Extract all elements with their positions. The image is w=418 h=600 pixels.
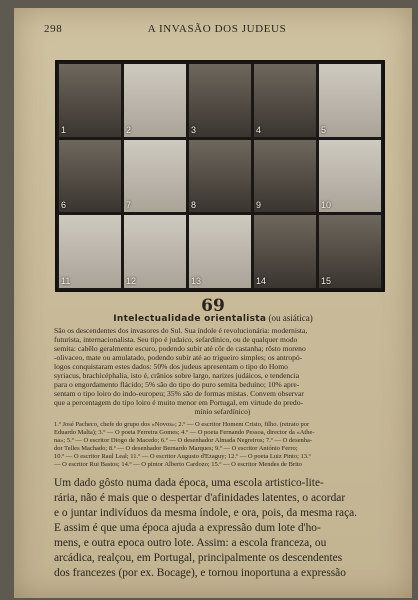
figure-title-main: Intelectualidade orientalista [113, 314, 267, 324]
portrait-photo [59, 140, 121, 213]
names-line: 1.º José Pacheco, chefe do grupo dos «Novos»; 2.º — O escritor Homem Cristo, filho. (retrato por [54, 421, 310, 428]
photo-number: 2 [126, 124, 132, 135]
running-title: A INVASÃO DOS JUDEUS [147, 23, 287, 35]
portrait-photo [254, 215, 316, 288]
description-line: que a percentagem do tipo loiro é muito menor em Portugal, em virtude do predo- [54, 398, 304, 407]
portrait-photo [319, 215, 381, 288]
description-line: São os descendentes dos invasores do Sul. Sua índole é revolucionária: modernista, [54, 326, 308, 335]
portrait-photo [319, 64, 381, 137]
portrait-photo [124, 215, 186, 288]
portrait-photo [124, 64, 186, 137]
portrait-photo [254, 140, 316, 213]
body-line: rária, não é mais que o despertar d'afinidades latentes, o acordar [54, 492, 346, 504]
portrait-photo [189, 215, 251, 288]
portrait-photo [189, 64, 251, 137]
photo-number: 5 [321, 124, 327, 135]
names-line: na»; 5.º — O escritor Diogo de Macedo; 6.º — O desenhador Almada Negreiros; 7.º — O desenha- [54, 437, 313, 444]
body-line: dos francezes (por ex. Bocage), e tornou inoportuna a expressão [54, 567, 346, 579]
figure-number: 69 [201, 296, 225, 316]
photo-number: 1 [61, 124, 67, 135]
portrait-photo [319, 140, 381, 213]
photo-number: 8 [191, 200, 197, 211]
photo-number: 14 [256, 275, 267, 286]
photo-number: 10 [321, 200, 332, 211]
photo-number: 12 [126, 275, 137, 286]
page-number: 298 [44, 23, 63, 35]
description-line: semita: cabêlo geralmente escuro, podendo subir até côr de castanha; rôsto moreno [54, 344, 306, 353]
portrait-photo [59, 64, 121, 137]
portrait-photo [59, 215, 121, 288]
description-line: para o engordamento flácido; 5% são do tipo do puro semita beduíno; 10% apre- [54, 380, 300, 389]
photo-number: 11 [61, 275, 71, 286]
body-line: e o juntar indivíduos da mesma índole, e ora, pois, da mesma raça. [54, 507, 358, 519]
body-line: E assim é que uma época ajuda a expressão dum lote d'ho- [54, 522, 321, 534]
portrait-photo [254, 64, 316, 137]
description-line: logos conquistaram estes dados: 50% dos judeus apresentam o tipo do Homo [54, 362, 288, 371]
description-line: sentam o tipo loiro do indo-europeu; 35% são de formas mistas. Convem observar [54, 389, 304, 398]
photo-number: 4 [256, 124, 262, 135]
description-line: mínio sefardínico) [194, 407, 251, 416]
body-line: arcádica, realçou, em Portugal, principalmente os descendentes [54, 552, 343, 564]
portrait-photo [124, 140, 186, 213]
photo-number: 6 [61, 200, 67, 211]
photo-number: 3 [191, 124, 197, 135]
photo-number: 13 [191, 275, 202, 286]
photo-number: 15 [321, 275, 332, 286]
description-line: -olivaceo, mate ou amulatado, podendo subir até ao trigueiro simples; os antropó- [54, 353, 303, 362]
figure-title [14, 313, 412, 324]
figure-title-suffix: (ou asiática) [268, 313, 313, 323]
photo-number: 9 [256, 200, 262, 211]
names-line: 10.º — O escritor Raul Leal; 11.º — O escritor Augusto d'Ezaguy; 12.º — O poeta Luiz Pinto; 13.º [54, 453, 311, 460]
body-line: mens, e outra epoca outro lote. Assim: a escola franceza, ou [54, 537, 327, 549]
body-line: Um dado gôsto numa dada época, uma escola artistico-lite- [54, 477, 324, 489]
names-line: — O escritor Rui Bastos; 14.º — O pintor Alberto Cardozo; 15.º — O escritor Mendes de Brito [54, 461, 302, 468]
description-line: futurista, internacionalista. Seu tipo é judaico, sefardínico, ou de qualquer modo [54, 335, 298, 344]
names-line: Eduardo Malta); 3.º — O poeta Ferreira Gomes; 4.º — O poeta Fernando Pessoa, director da «Athe- [54, 429, 315, 436]
running-header [44, 23, 390, 39]
description-line: syriacus, brachicéphalia, isto é, crânios sobre largo, narizes judáicos, e tendencia [54, 371, 300, 380]
photo-number: 7 [126, 200, 132, 211]
portrait-photo [189, 140, 251, 213]
book-page [14, 8, 412, 598]
names-line: dor Telles Machado; 8.º — O desenhador Bernardo Marques; 9.º — O escritor António Ferro; [54, 445, 298, 452]
portrait-plate [55, 60, 385, 292]
